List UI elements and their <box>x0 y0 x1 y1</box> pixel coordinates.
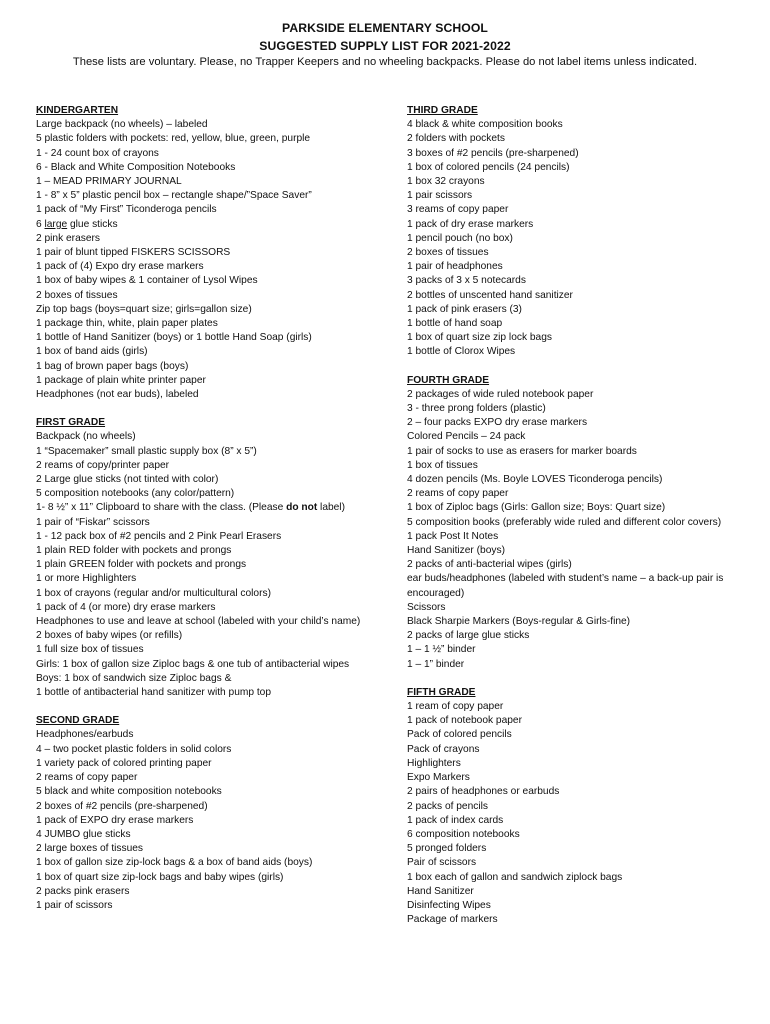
list-item: 1 bottle of Hand Sanitizer (boys) or 1 bottle Hand Soap (girls) <box>36 332 312 344</box>
list-item: 2 large boxes of tissues <box>36 843 144 855</box>
list-item: 1 pack of EXPO dry erase markers <box>36 814 194 826</box>
list-item: 1 pack of dry erase markers <box>407 218 534 230</box>
list-item: 3 - three prong folders (plastic) <box>407 403 546 415</box>
list-item: 6 composition notebooks <box>407 828 520 840</box>
fourth-grade-heading: FOURTH GRADE <box>407 374 490 386</box>
list-item: 1 box of Ziploc bags (Girls: Gallon size; Boys: Quart size) <box>407 502 666 514</box>
second-grade-section <box>36 714 376 913</box>
do-not-emphasis: do not <box>286 502 318 514</box>
list-item: 4 black & white composition books <box>407 119 563 131</box>
fifth-grade-list <box>407 700 747 927</box>
glue-text: 6 <box>36 218 45 230</box>
list-item <box>36 218 376 232</box>
list-item: 1 - 12 pack box of #2 pencils and 2 Pink Pearl Erasers <box>36 530 282 542</box>
list-item: 1 pack of pink erasers (3) <box>407 303 522 315</box>
list-item: Black Sharpie Markers (Boys-regular & Girls-fine) <box>407 616 631 628</box>
list-item: 1 - 8” x 5” plastic pencil box – rectangle shape/”Space Saver” <box>36 190 312 202</box>
first-grade-section <box>36 416 376 700</box>
list-item: 1 - 24 count box of crayons <box>36 147 159 159</box>
list-item: 1 bottle of Clorox Wipes <box>407 346 516 358</box>
list-item: 1 pencil pouch (no box) <box>407 232 513 244</box>
list-item: Disinfecting Wipes <box>407 899 491 911</box>
voluntary-note: These lists are voluntary. Please, no Trapper Keepers and no wheeling backpacks. Please do not label items unless indicated. <box>72 56 698 68</box>
third-grade-list <box>407 118 747 359</box>
list-item: 1 – 1 ½” binder <box>407 644 476 656</box>
list-item: 2 boxes of tissues <box>407 247 489 259</box>
list-item: 2 – four packs EXPO dry erase markers <box>407 417 588 429</box>
list-item: 1 “Spacemaker” small plastic supply box (8” x 5”) <box>36 445 257 457</box>
list-item: 1 plain RED folder with pockets and prongs <box>36 545 232 557</box>
large-underlined: large <box>44 218 68 230</box>
list-item: Hand Sanitizer (boys) <box>407 545 505 557</box>
list-item: 1 pair of scissors <box>36 899 113 911</box>
list-item: 2 packs pink erasers <box>36 885 130 897</box>
list-item: 2 reams of copy paper <box>36 772 138 784</box>
list-item: 3 boxes of #2 pencils (pre-sharpened) <box>407 147 579 159</box>
list-item: 4 dozen pencils (Ms. Boyle LOVES Ticonderoga pencils) <box>407 474 663 486</box>
first-grade-list-a <box>36 430 376 501</box>
list-item: 1 pack of (4) Expo dry erase markers <box>36 261 204 273</box>
list-item: 1 box of band aids (girls) <box>36 346 148 358</box>
list-item: Backpack (no wheels) <box>36 431 136 443</box>
list-item: 2 reams of copy paper <box>407 488 509 500</box>
fourth-grade-list <box>407 388 747 672</box>
kindergarten-section <box>36 104 376 402</box>
list-item: Headphones (not ear buds), labeled <box>36 389 199 401</box>
list-item: Zip top bags (boys=quart size; girls=gallon size) <box>36 303 252 315</box>
list-item: Large backpack (no wheels) – labeled <box>36 119 208 131</box>
list-item: Girls: 1 box of gallon size Ziploc bags & one tub of antibacterial wipes <box>36 658 350 670</box>
list-item: 2 boxes of baby wipes (or refills) <box>36 630 183 642</box>
list-item: Highlighters <box>407 757 461 769</box>
list-item: Boys: 1 box of sandwich size Ziploc bags & <box>36 672 232 684</box>
list-item: 1 full size box of tissues <box>36 644 144 656</box>
right-column <box>407 104 747 927</box>
list-item: 1 plain GREEN folder with pockets and prongs <box>36 559 247 571</box>
list-item: 4 JUMBO glue sticks <box>36 828 131 840</box>
list-item: 3 packs of 3 x 5 notecards <box>407 275 526 287</box>
glue-suffix: glue sticks <box>67 218 118 230</box>
list-item: 1 box 32 crayons <box>407 176 485 187</box>
kindergarten-heading: KINDERGARTEN <box>36 105 119 116</box>
list-item: 1 pack Post It Notes <box>407 530 499 542</box>
list-item: Hand Sanitizer <box>407 885 474 897</box>
list-item: 1 – 1” binder <box>407 658 465 670</box>
list-item: 4 – two pocket plastic folders in solid colors <box>36 743 232 755</box>
list-item: 1 box of tissues <box>407 459 478 471</box>
list-item: 1 or more Highlighters <box>36 573 137 585</box>
list-item: 2 packs of pencils <box>407 800 488 812</box>
list-item: 6 - Black and White Composition Notebooks <box>36 161 236 173</box>
list-item: 1 ream of copy paper <box>407 701 504 713</box>
list-item: 1 bag of brown paper bags (boys) <box>36 360 189 372</box>
list-item: 1 box of crayons (regular and/or multicultural colors) <box>36 587 271 599</box>
list-item: 1 box of gallon size zip-lock bags & a box of band aids (boys) <box>36 857 313 869</box>
list-item: Expo Markers <box>407 772 470 784</box>
list-title: SUGGESTED SUPPLY LIST FOR 2021-2022 <box>259 39 511 53</box>
list-item: 2 folders with pockets <box>407 133 505 145</box>
list-item: Pack of crayons <box>407 743 480 755</box>
fourth-grade-section <box>407 374 747 672</box>
fifth-grade-heading: FIFTH GRADE <box>407 686 476 698</box>
list-item: 5 pronged folders <box>407 843 487 855</box>
list-item: 2 boxes of #2 pencils (pre-sharpened) <box>36 800 208 812</box>
list-item: 2 pairs of headphones or earbuds <box>407 786 560 798</box>
list-item: Pair of scissors <box>407 857 477 869</box>
list-item: 1 pair of headphones <box>407 261 503 273</box>
list-item: 2 pink erasers <box>36 232 100 244</box>
list-item: Colored Pencils – 24 pack <box>407 431 526 443</box>
list-item: 1 box each of gallon and sandwich ziplock bags <box>407 871 623 883</box>
list-item: 5 black and white composition notebooks <box>36 786 222 798</box>
list-item: 1 pack of 4 (or more) dry erase markers <box>36 601 216 613</box>
list-item: 1 variety pack of colored printing paper <box>36 757 212 769</box>
list-item: 2 boxes of tissues <box>36 289 118 301</box>
list-item: 2 packages of wide ruled notebook paper <box>407 388 594 400</box>
list-item: 1 pack of “My First” Ticonderoga pencils <box>36 204 217 216</box>
list-item: 2 packs of large glue sticks <box>407 630 530 642</box>
list-item: Headphones to use and leave at school (labeled with your child’s name) <box>36 616 361 628</box>
list-item: 1 box of quart size zip-lock bags and baby wipes (girls) <box>36 871 284 883</box>
list-item: 3 reams of copy paper <box>407 204 509 216</box>
second-grade-list <box>36 728 376 913</box>
fifth-grade-section <box>407 686 747 927</box>
list-item: 1 – MEAD PRIMARY JOURNAL <box>36 176 182 187</box>
list-item: 1 pack of notebook paper <box>407 715 522 727</box>
clipboard-suffix: label) <box>317 502 345 514</box>
kindergarten-list <box>36 118 376 402</box>
clipboard-text: 1- 8 ½” x 11” Clipboard to share with the class. (Please <box>36 502 287 514</box>
second-grade-heading: SECOND GRADE <box>36 715 120 727</box>
list-item: 1 package of plain white printer paper <box>36 374 206 386</box>
list-item: 1 box of colored pencils (24 pencils) <box>407 161 570 173</box>
list-item: 1 pack of index cards <box>407 814 504 826</box>
list-item: 1 pair of “Fiskar” scissors <box>36 516 150 528</box>
list-item: 2 Large glue sticks (not tinted with color) <box>36 474 219 486</box>
third-grade-section <box>407 104 747 360</box>
list-item: 2 bottles of unscented hand sanitizer <box>407 289 573 301</box>
list-item: 5 plastic folders with pockets: red, yellow, blue, green, purple <box>36 133 311 145</box>
list-item: Pack of colored pencils <box>407 729 512 741</box>
list-item: Scissors <box>407 601 446 613</box>
list-item: 2 packs of anti-bacterial wipes (girls) <box>407 559 572 571</box>
list-item: 1 bottle of antibacterial hand sanitizer with pump top <box>36 687 272 699</box>
list-item: Package of markers <box>407 914 498 926</box>
first-grade-clipboard <box>36 501 376 515</box>
list-item: 1 pair of socks to use as erasers for marker boards <box>407 445 637 457</box>
first-grade-list-b <box>36 516 376 701</box>
school-name: PARKSIDE ELEMENTARY SCHOOL <box>282 21 488 35</box>
first-grade-heading: FIRST GRADE <box>36 417 106 429</box>
list-item: 1 pair scissors <box>407 190 473 202</box>
list-item: 1 bottle of hand soap <box>407 318 503 330</box>
list-item: 5 composition notebooks (any color/pattern) <box>36 488 235 500</box>
list-item: 1 box of baby wipes & 1 container of Lysol Wipes <box>36 275 258 287</box>
list-item: 1 box of quart size zip lock bags <box>407 332 552 344</box>
left-column <box>36 104 376 913</box>
list-item <box>36 501 376 515</box>
list-item: Headphones/earbuds <box>36 729 134 741</box>
list-item: 5 composition books (preferably wide ruled and different color covers) <box>407 516 722 528</box>
list-item: 2 reams of copy/printer paper <box>36 459 170 471</box>
third-grade-heading: THIRD GRADE <box>407 105 478 116</box>
list-item: 1 pair of blunt tipped FISKERS SCISSORS <box>36 247 231 259</box>
list-item: ear buds/headphones (labeled with student’s name – a back-up pair is encouraged) <box>407 573 724 599</box>
list-item: 1 package thin, white, plain paper plates <box>36 318 218 330</box>
